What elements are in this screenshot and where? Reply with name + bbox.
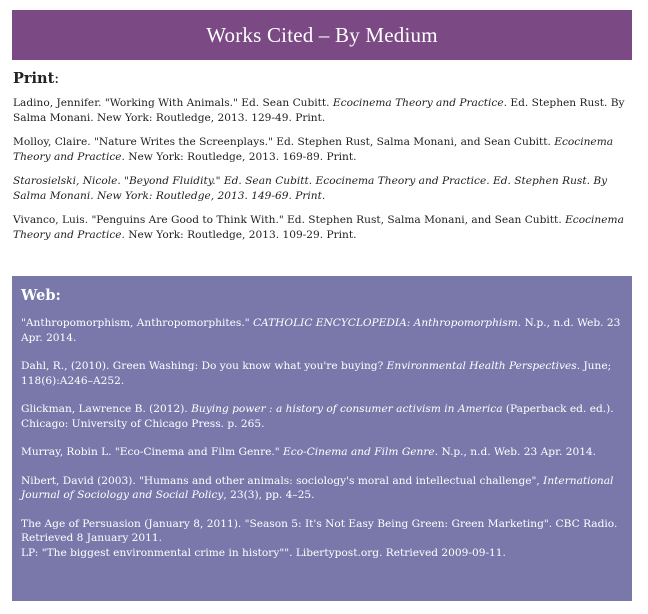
citation-entry — [21, 316, 624, 345]
citation-source-title: Ecocinema Theory and Practice — [13, 136, 614, 163]
citation-entry — [21, 359, 624, 388]
citation-entry — [13, 96, 625, 125]
citation-text: Murray, Robin L. "Eco-Cinema and Film Genre." — [21, 446, 284, 458]
citation-text: The Age of Persuasion (January 8, 2011). "Season 5: It's Not Easy Being Green: Green Marketing". CBC Radio. Retrieved 8 January 2011. — [21, 517, 618, 544]
citation-source-title: Ecocinema Theory and Practice — [13, 214, 624, 241]
citation-entry — [21, 546, 624, 561]
citation-text: . New York: Routledge, 2013. 109-29. Print. — [121, 228, 357, 241]
citation-text: . N.p., n.d. Web. 23 Apr. 2014. — [21, 317, 621, 344]
citation-entry — [13, 174, 625, 203]
citation-entry — [13, 213, 625, 242]
citation-source-title: Buying power : a history of consumer activism in America — [191, 403, 503, 415]
citation-entry — [21, 474, 624, 503]
print-heading-label: Print — [13, 70, 55, 87]
print-heading-colon: : — [54, 71, 60, 87]
web-section — [12, 276, 632, 601]
citation-text: (Paperback ed. ed.). Chicago: University of Chicago Press. p. 265. — [21, 403, 614, 430]
print-section — [13, 70, 625, 252]
web-heading: Web: — [21, 287, 61, 304]
citation-text: LP: "The biggest environmental crime in history"". Libertypost.org. Retrieved 2009-09-11. — [21, 546, 506, 559]
citation-text: , 23(3), pp. 4–25. — [223, 489, 315, 501]
citation-text: Dahl, R., (2010). Green Washing: Do you know what you're buying? — [21, 360, 387, 372]
citation-source-title: International Journal of Sociology and Social Policy — [21, 474, 614, 501]
citation-text: Glickman, Lawrence B. (2012). — [21, 403, 192, 415]
citation-text: . N.p., n.d. Web. 23 Apr. 2014. — [434, 446, 597, 458]
title-banner — [12, 10, 632, 60]
citation-text: Molloy, Claire. "Nature Writes the Screenplays." Ed. Stephen Rust, Salma Monani, and Sean Cubitt. — [13, 136, 555, 148]
citation-text: Vivanco, Luis. "Penguins Are Good to Think With." Ed. Stephen Rust, Salma Monani, and Sean Cubitt. — [13, 214, 566, 226]
citation-text: "Anthropomorphism, Anthropomorphites." — [21, 317, 253, 329]
citation-source-title: Eco-Cinema and Film Genre — [283, 446, 435, 458]
citation-text: . New York: Routledge, 2013. 169-89. Print. — [121, 150, 357, 163]
citation-entry — [21, 517, 624, 546]
citation-entry — [13, 135, 625, 164]
citation-text: Nibert, David (2003). "Humans and other animals: sociology's moral and intellectual challenge", — [21, 474, 544, 487]
print-heading — [13, 70, 625, 87]
citation-text: . June; 118(6):A246–A252. — [21, 360, 612, 387]
citation-text: Ladino, Jennifer. "Working With Animals." Ed. Sean Cubitt. — [13, 97, 333, 109]
citation-source-title: Environmental Health Perspectives — [386, 360, 577, 372]
citation-entry — [21, 445, 624, 460]
citation-source-title: Ecocinema Theory and Practice — [332, 97, 504, 109]
citation-source-title: CATHOLIC ENCYCLOPEDIA: Anthropomorphism — [252, 317, 518, 329]
citation-text: Starosielski, Nicole. "Beyond Fluidity." Ed. Sean Cubitt. Ecocinema Theory and Practice. Ed. Stephen Rust. By Salma Monani. New York: Routledge, 2013. 149-69. Print. — [13, 175, 608, 202]
citation-entry — [21, 402, 624, 431]
citation-text: . Ed. Stephen Rust. By Salma Monani. New York: Routledge, 2013. 129-49. Print. — [13, 97, 625, 124]
page-title: Works Cited – By Medium — [206, 22, 438, 47]
